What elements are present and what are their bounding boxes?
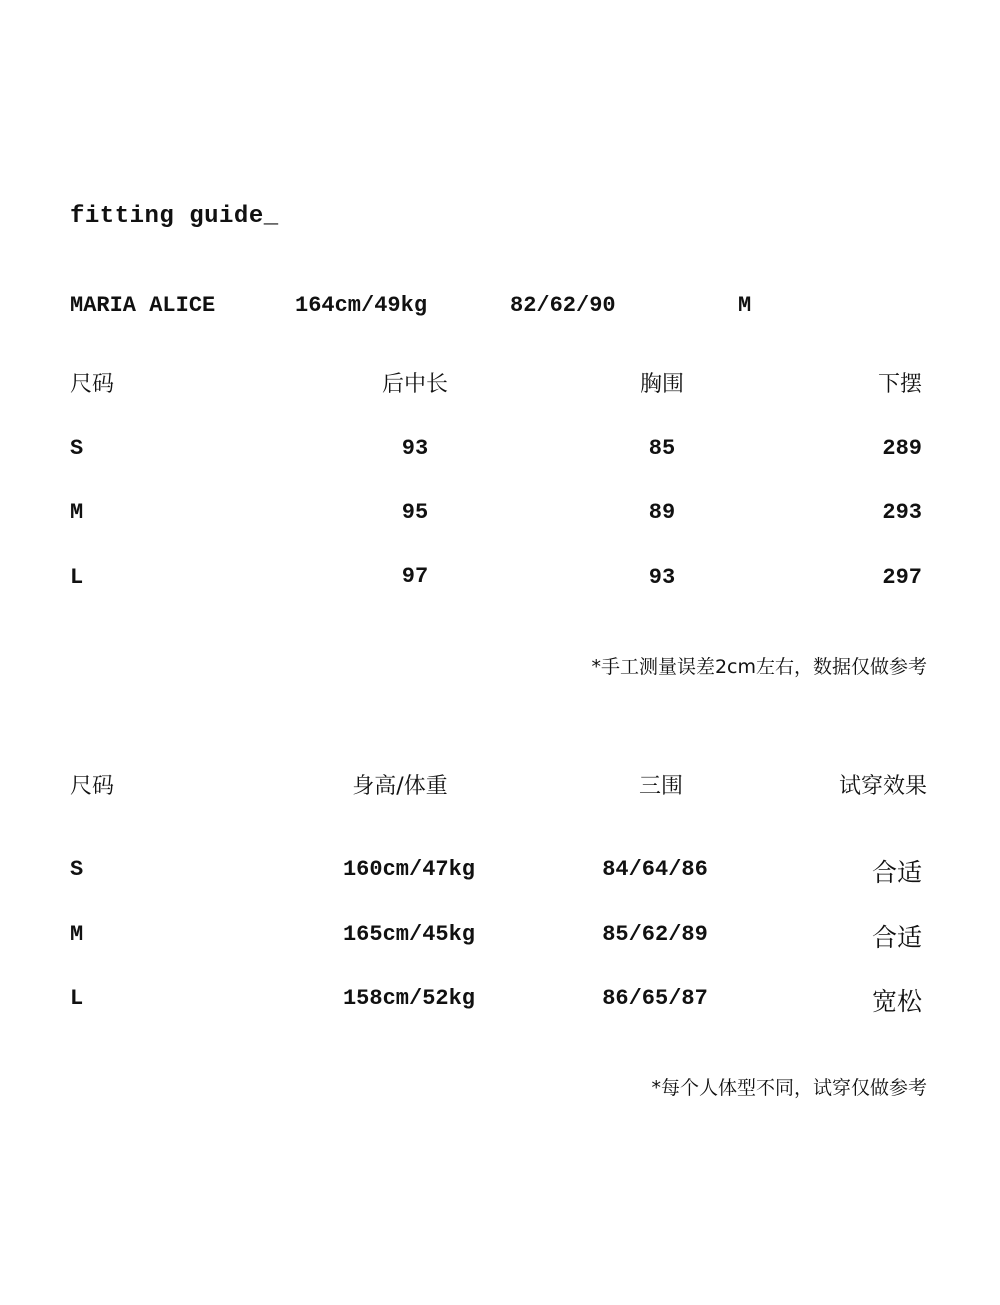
- row-size: M: [70, 500, 84, 525]
- model-measurements: 82/62/90: [510, 293, 616, 318]
- row-size: L: [70, 986, 84, 1011]
- header-hem: 下摆: [877, 372, 922, 397]
- header-chest: 胸围: [639, 372, 685, 397]
- row-size: L: [70, 565, 84, 590]
- row-bust-waist-hip: 84/64/86: [602, 857, 708, 882]
- row-hem: 297: [882, 565, 922, 590]
- row-size: M: [70, 922, 84, 947]
- row-bust-waist-hip: 85/62/89: [602, 922, 708, 947]
- row-bust-waist-hip: 86/65/87: [602, 986, 708, 1011]
- header-height-weight: 身高/体重: [352, 774, 448, 799]
- row-back-length: 97: [401, 564, 429, 589]
- row-height-weight: 158cm/52kg: [342, 986, 476, 1011]
- header-fit-effect: 试穿效果: [838, 774, 927, 799]
- row-size: S: [70, 436, 84, 461]
- row-back-length: 95: [401, 500, 429, 525]
- page-title: fitting guide_: [70, 203, 279, 230]
- row-back-length: 93: [401, 436, 429, 461]
- row-chest: 85: [648, 436, 676, 461]
- header-size: 尺码: [70, 372, 115, 397]
- row-chest: 93: [648, 565, 676, 590]
- fit-note: *每个人体型不同，试穿仅做参考: [651, 1077, 927, 1099]
- header-size: 尺码: [70, 774, 115, 799]
- header-bust-waist-hip: 三围: [638, 774, 684, 799]
- row-hem: 293: [882, 500, 922, 525]
- row-chest: 89: [648, 500, 676, 525]
- model-name: MARIA ALICE: [70, 293, 216, 318]
- model-height-weight: 164cm/49kg: [295, 293, 428, 318]
- row-fit-effect: 宽松: [871, 987, 922, 1016]
- row-size: S: [70, 857, 84, 882]
- row-fit-effect: 合适: [871, 923, 922, 952]
- row-height-weight: 165cm/45kg: [342, 922, 476, 947]
- measurement-note: *手工测量误差2cm左右，数据仅做参考: [591, 656, 927, 678]
- row-height-weight: 160cm/47kg: [342, 857, 476, 882]
- row-fit-effect: 合适: [871, 858, 922, 887]
- row-hem: 289: [882, 436, 922, 461]
- model-size: M: [738, 293, 752, 318]
- header-back-length: 后中长: [381, 372, 449, 397]
